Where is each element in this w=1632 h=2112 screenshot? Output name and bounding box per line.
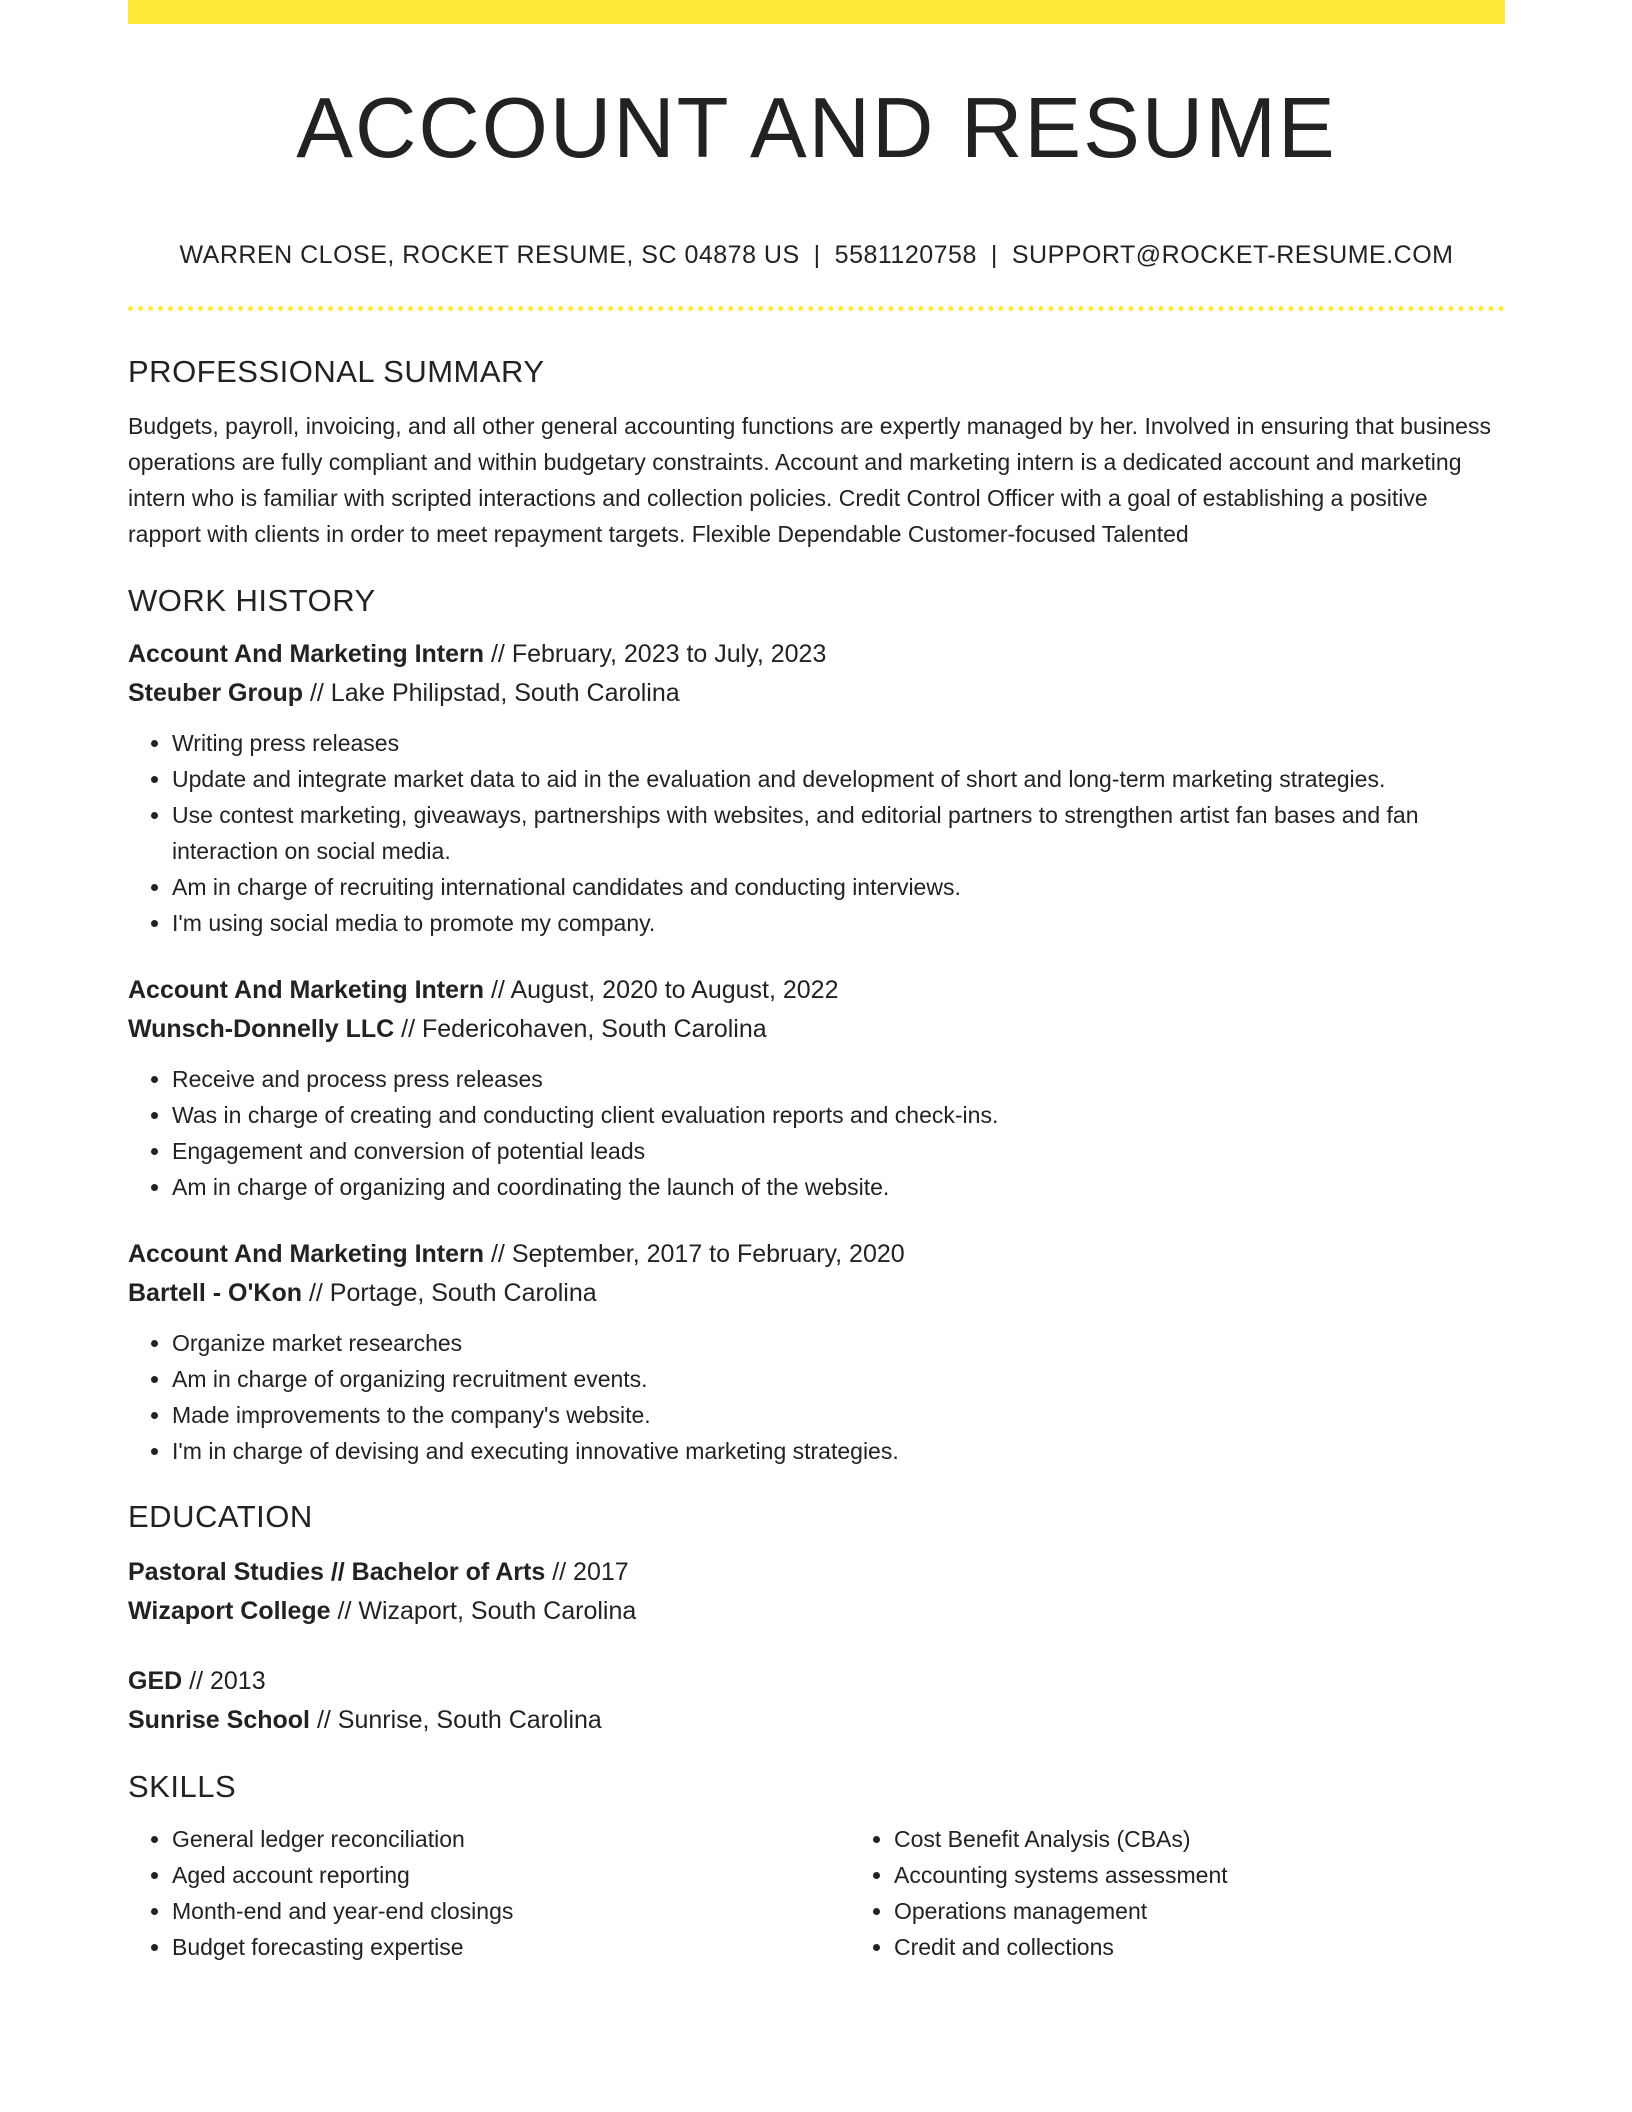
resume-content [128,350,1505,1965]
list-item: • Credit and collections [894,1929,1572,1965]
job-dates: // August, 2020 to August, 2022 [490,976,839,1004]
job-location: // Portage, South Carolina [308,1279,597,1307]
job-location: // Lake Philipstad, South Carolina [309,679,680,707]
job-title-line [128,971,1505,1010]
school-location: // Sunrise, South Carolina [316,1706,602,1734]
list-item: • Organize market researches [172,1325,1505,1361]
list-item: • Receive and process press releases [172,1061,1505,1097]
list-item: • Am in charge of organizing recruitment events. [172,1361,1505,1397]
degree: GED [128,1667,183,1695]
education-entry [128,1553,1505,1631]
work-section [128,579,1505,1469]
list-item: • Update and integrate market data to aid in the evaluation and development of short and long-term marketing strategies. [172,761,1505,797]
school-line [128,1701,1505,1740]
list-item: • Month-end and year-end closings [172,1893,850,1929]
job-title: Account And Marketing Intern [128,976,485,1004]
job-bullets [128,1061,1505,1205]
degree: Pastoral Studies // Bachelor of Arts [128,1558,546,1586]
degree-line [128,1553,1505,1592]
list-item: • General ledger reconciliation [172,1821,850,1857]
job-entry [128,635,1505,941]
job-location: // Federicohaven, South Carolina [401,1015,767,1043]
contact-address: WARREN CLOSE, ROCKET RESUME, SC 04878 US [179,241,800,269]
list-item: • Use contest marketing, giveaways, partnerships with websites, and editorial partners to strengthen artist fan bases and fan interaction on social media. [172,797,1505,869]
job-title-line [128,1235,1505,1274]
summary-heading: PROFESSIONAL SUMMARY [128,354,545,389]
work-heading: WORK HISTORY [128,583,376,618]
list-item: • Engagement and conversion of potential leads [172,1133,1505,1169]
list-item: • Was in charge of creating and conducting client evaluation reports and check-ins. [172,1097,1505,1133]
school-line [128,1592,1505,1631]
list-item: • Am in charge of organizing and coordinating the launch of the website. [172,1169,1505,1205]
contact-separator: | [990,241,998,269]
contact-email: SUPPORT@ROCKET-RESUME.COM [1011,241,1454,269]
list-item: • Aged account reporting [172,1857,850,1893]
degree-year: // 2017 [552,1558,629,1586]
job-title: Account And Marketing Intern [128,640,485,668]
education-section [128,1495,1505,1740]
job-title-line [128,635,1505,674]
skills-heading: SKILLS [128,1769,237,1804]
summary-section [128,350,1505,552]
job-company: Bartell - O'Kon [128,1279,303,1307]
list-item: • Made improvements to the company's website. [172,1397,1505,1433]
education-heading: EDUCATION [128,1499,313,1534]
job-bullets [128,725,1505,941]
skills-columns [128,1821,1505,1965]
skills-list-left [128,1821,850,1965]
list-item: • I'm using social media to promote my company. [172,905,1505,941]
job-bullets [128,1325,1505,1469]
list-item: • Am in charge of recruiting international candidates and conducting interviews. [172,869,1505,905]
list-item: • I'm in charge of devising and executing innovative marketing strategies. [172,1433,1505,1469]
contact-line [128,238,1505,272]
job-dates: // February, 2023 to July, 2023 [490,640,827,668]
contact-separator: | [813,241,821,269]
contact-phone: 5581120758 [834,241,977,269]
resume-title: ACCOUNT AND RESUME [296,81,1337,176]
job-entry [128,1235,1505,1469]
list-item: • Cost Benefit Analysis (CBAs) [894,1821,1572,1857]
summary-text: Budgets, payroll, invoicing, and all other general accounting functions are expertly managed by her. Involved in ensuring that business operations are fully compliant and within budgetary constraints. Account and marketing intern is a dedicated account and marketing intern who is familiar with scripted interactions and collection policies. Credit Control Officer with a goal of establishing a positive rapport with clients in order to meet repayment targets. Flexible Dependable Customer-focused Talented [128,413,1491,547]
list-item: • Budget forecasting expertise [172,1929,850,1965]
skills-section [128,1765,1505,1965]
skills-list-right [850,1821,1572,1965]
degree-year: // 2013 [189,1667,266,1695]
job-company-line [128,1010,1505,1049]
school-location: // Wizaport, South Carolina [337,1597,637,1625]
education-entry [128,1662,1505,1740]
job-company-line [128,674,1505,713]
list-item: • Writing press releases [172,725,1505,761]
dotted-divider [128,306,1505,311]
degree-line [128,1662,1505,1701]
list-item: • Accounting systems assessment [894,1857,1572,1893]
job-dates: // September, 2017 to February, 2020 [490,1240,905,1268]
top-accent-bar [128,0,1505,24]
school: Wizaport College [128,1597,331,1625]
school: Sunrise School [128,1706,310,1734]
job-company: Steuber Group [128,679,304,707]
list-item: • Operations management [894,1893,1572,1929]
job-entry [128,971,1505,1205]
job-company-line [128,1274,1505,1313]
job-company: Wunsch-Donnelly LLC [128,1015,395,1043]
job-title: Account And Marketing Intern [128,1240,485,1268]
